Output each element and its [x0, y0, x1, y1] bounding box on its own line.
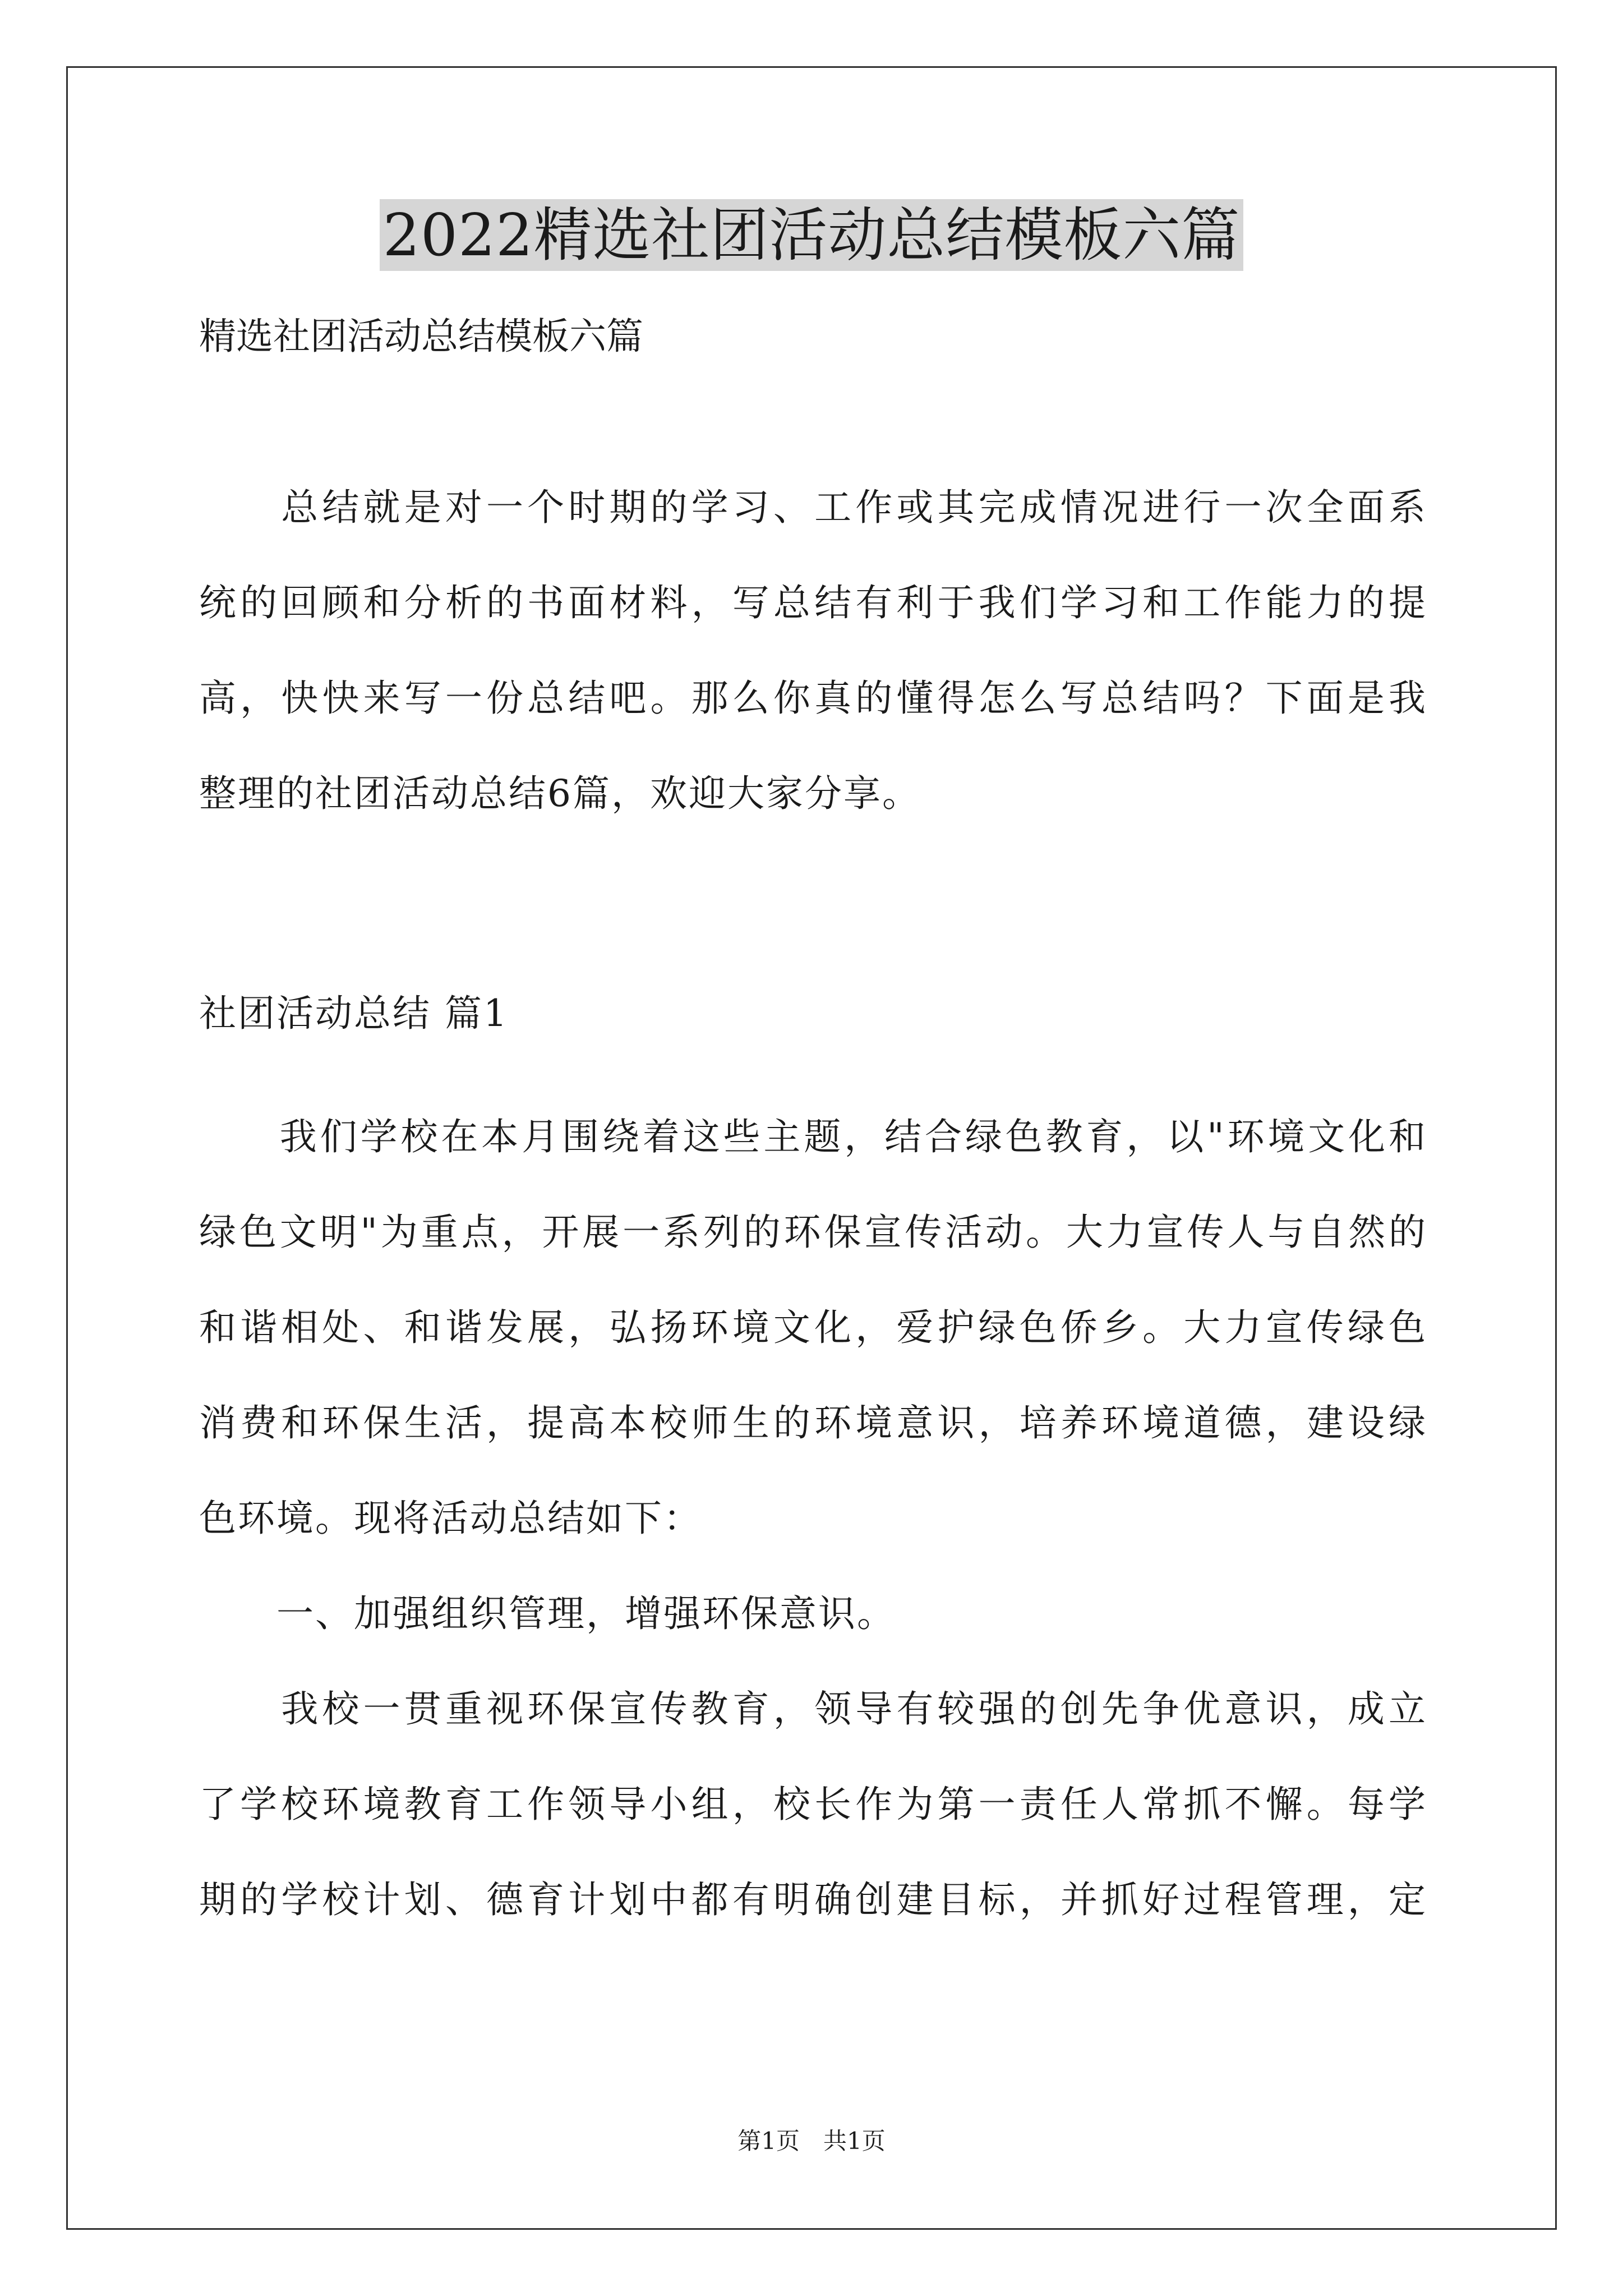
body-line: 期的学校计划、德育计划中都有明确创建目标，并抓好过程管理，定 — [199, 1878, 1427, 1921]
document-title: 2022精选社团活动总结模板六篇 — [380, 199, 1244, 271]
body-line: 我校一贯重视环保宣传教育，领导有较强的创先争优意识，成立 — [199, 1687, 1427, 1731]
title-container — [0, 199, 1623, 271]
intro-line: 总结就是对一个时期的学习、工作或其完成情况进行一次全面系 — [199, 486, 1427, 529]
body-line: 色环境。现将活动总结如下： — [199, 1497, 702, 1540]
intro-line: 高，快快来写一份总结吧。那么你真的懂得怎么写总结吗？下面是我 — [199, 677, 1427, 720]
section-heading: 社团活动总结 篇1 — [199, 992, 509, 1035]
body-line: 和谐相处、和谐发展，弘扬环境文化，爱护绿色侨乡。大力宣传绿色 — [199, 1306, 1427, 1349]
body-line: 消费和环保生活，提高本校师生的环境意识，培养环境道德，建设绿 — [199, 1401, 1427, 1444]
document-subtitle: 精选社团活动总结模板六篇 — [199, 315, 643, 358]
body-line: 一、加强组织管理，增强环保意识。 — [199, 1592, 896, 1635]
body-line: 我们学校在本月围绕着这些主题，结合绿色教育，以"环境文化和 — [199, 1115, 1427, 1158]
body-line: 绿色文明"为重点，开展一系列的环保宣传活动。大力宣传人与自然的 — [199, 1211, 1427, 1254]
page-number-footer: 第1页 共1页 — [737, 2127, 886, 2155]
body-line: 了学校环境教育工作领导小组，校长作为第一责任人常抓不懈。每学 — [199, 1783, 1427, 1826]
intro-line: 统的回顾和分析的书面材料，写总结有利于我们学习和工作能力的提 — [199, 581, 1427, 624]
intro-line: 整理的社团活动总结6篇，欢迎大家分享。 — [199, 772, 921, 815]
